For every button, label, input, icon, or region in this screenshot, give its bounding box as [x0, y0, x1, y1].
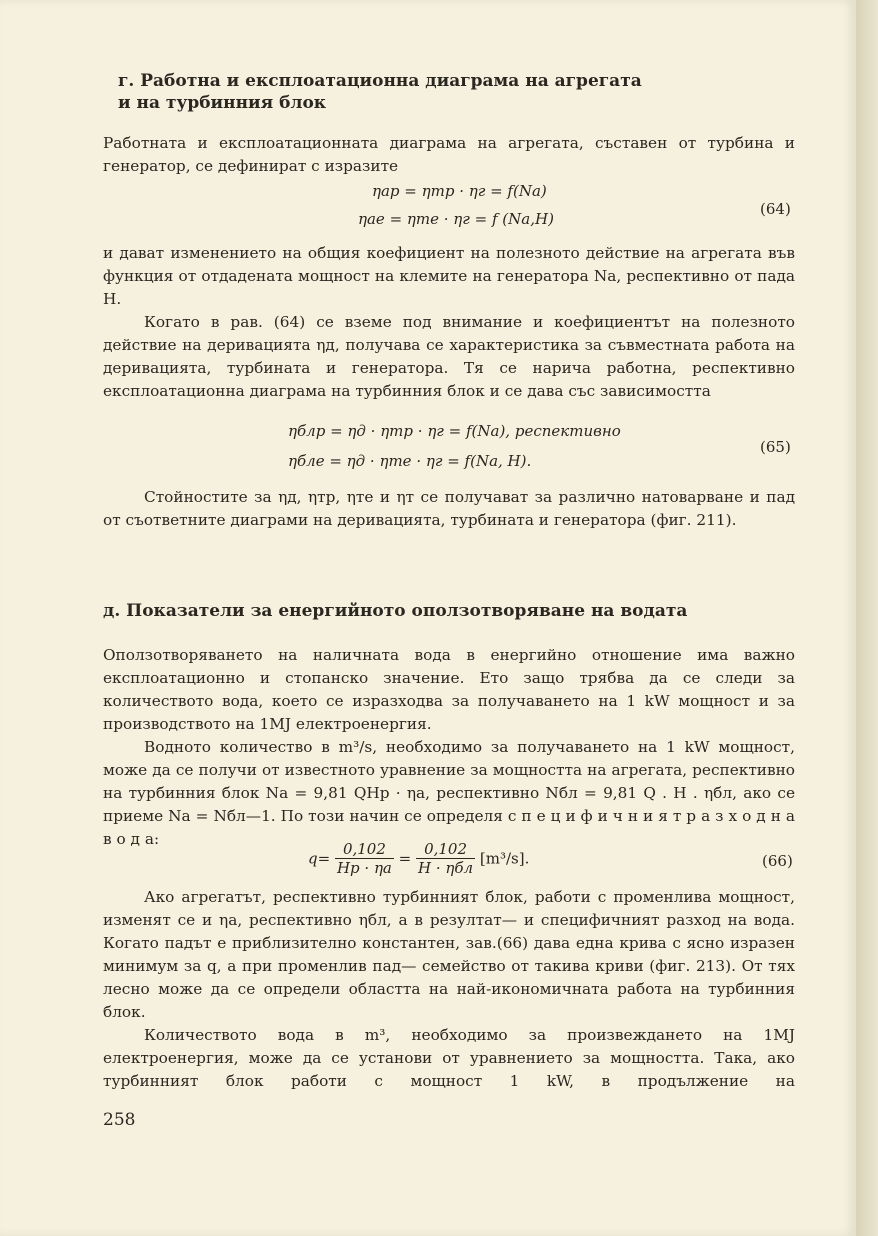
equation-66-denominator-1: Hр · ηа	[336, 859, 392, 877]
equation-66-lhs: q=	[308, 849, 331, 868]
equation-66-equals: =	[398, 849, 412, 868]
section-g-heading: г. Работна и експлоатационна диаграма на агрегата и на турбинния блок	[118, 71, 642, 113]
equation-65-line-2: ηблe = ηд · ηтe · ηг = f(Nа, H).	[288, 452, 532, 470]
equation-66	[308, 840, 529, 877]
equation-65-number: (65)	[760, 438, 791, 456]
section-g-paragraph-1: Работната и експлоатационната диаграма на агрегата, съставен от турбина и генератор, се дефинират с изразите	[103, 134, 795, 175]
equation-66-numerator-1: 0,102	[335, 840, 394, 859]
section-d-paragraph-3: Ако агрегатът, респективно турбинният блок, работи с променлива мощност, изменят се и ηа, респективно ηбл, а в резултат— и специфичният разход на вода. Когато падът е приблизително константен, зав.(66) дава една крива с ясно изразен минимум за q, а при променлив пад— семейство от такива криви (фиг. 213). От тях лесно може да се определи областта на най-икономичната работа на турбинния блок.	[103, 888, 795, 1021]
equation-64-line-2: ηаe = ηтe · ηг = f (Nа,H)	[358, 210, 554, 228]
equation-66-fraction-2	[416, 840, 475, 877]
page-number: 258	[103, 1110, 136, 1130]
equation-64-line-1: ηаp = ηтp · ηг = f(Nа)	[372, 182, 547, 200]
section-d-heading: д. Показатели за енергийното оползотворяване на водата	[103, 601, 688, 621]
section-d-paragraph-1: Оползотворяването на наличната вода в енергийно отношение има важно експлоатационно и стопанско значение. Ето защо трябва да се следи за количеството вода, което се изразходва за получаването на 1 kW мощност и за производството на 1MJ електроенергия.	[103, 646, 795, 733]
equation-66-number: (66)	[762, 852, 793, 870]
equation-64-number: (64)	[760, 200, 791, 218]
equation-66-fraction-1	[335, 840, 394, 877]
section-g-paragraph-2: и дават изменението на общия коефициент на полезното действие на агрегата във функция от отдадената мощност на клемите на генератора Nа, респективно от пада H.	[103, 244, 795, 308]
equation-66-denominator-2: H · ηбл	[418, 859, 474, 877]
section-d-paragraph-2: Водното количество в m³/s, необходимо за получаването на 1 kW мощност, може да се получи от известното уравнение за мощността на агрегата, респективно на турбинния блок Nа = 9,81 QHр · ηа, респективно Nбл = 9,81 Q . H . ηбл, ако се приеме Nа = Nбл—1. По този начин се определя с п е ц и ф и ч н и я т р а з х о д н а в о д а:	[103, 738, 795, 848]
section-d-paragraph-4: Количеството вода в m³, необходимо за произвеждането на 1MJ електроенергия, може да се установи от уравнението за мощността. Така, ако турбинният блок работи с мощност 1 kW, в продължение на	[103, 1026, 795, 1090]
equation-66-unit: [m³/s].	[479, 849, 530, 868]
section-g-paragraph-4: Стойностите за ηд, ηтp, ηтe и ηт се получават за различно натоварване и пад от съответните диаграми на деривацията, турбината и генератора (фиг. 211).	[103, 488, 795, 529]
section-g-paragraph-3: Когато в рав. (64) се вземе под внимание и коефициентът на полезното действие на деривацията ηд, получава се характеристика за съвместната работа на деривацията, турбината и генератора. Тя се нарича работна, респективно експлоатационна диаграма на турбинния блок и се дава със зависимостта	[103, 313, 795, 400]
page-edge	[856, 0, 878, 1236]
equation-65-line-1: ηблp = ηд · ηтp · ηг = f(Nа), респективно	[288, 422, 621, 440]
equation-66-numerator-2: 0,102	[416, 840, 475, 859]
